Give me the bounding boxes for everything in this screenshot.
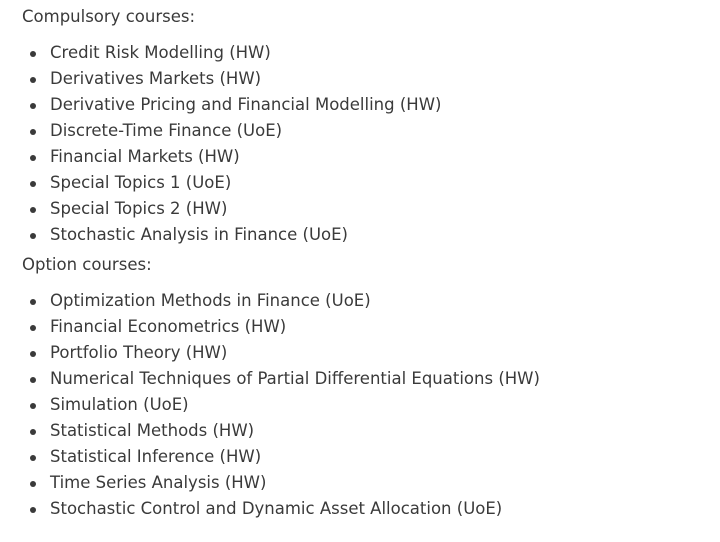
bullet-icon: [30, 351, 36, 357]
course-name: Derivative Pricing and Financial Modelling (HW): [50, 95, 442, 114]
course-name: Simulation (UoE): [50, 395, 189, 414]
list-item: [22, 496, 720, 522]
bullet-icon: [30, 429, 36, 435]
list-item: [22, 340, 720, 366]
course-name: Credit Risk Modelling (HW): [50, 43, 271, 62]
list-item: [22, 66, 720, 92]
option-section: [22, 252, 720, 522]
bullet-icon: [30, 181, 36, 187]
course-name: Discrete-Time Finance (UoE): [50, 121, 283, 140]
bullet-icon: [30, 299, 36, 305]
course-name: Derivatives Markets (HW): [50, 69, 262, 88]
option-heading: Option courses:: [22, 255, 152, 274]
bullet-icon: [30, 51, 36, 57]
course-name: Statistical Inference (HW): [50, 447, 262, 466]
bullet-icon: [30, 455, 36, 461]
bullet-icon: [30, 129, 36, 135]
course-name: Optimization Methods in Finance (UoE): [50, 291, 371, 310]
option-course-list: [22, 288, 720, 522]
list-item: [22, 366, 720, 392]
compulsory-section: [22, 4, 720, 248]
bullet-icon: [30, 403, 36, 409]
bullet-icon: [30, 207, 36, 213]
bullet-icon: [30, 481, 36, 487]
course-name: Numerical Techniques of Partial Differential Equations (HW): [50, 369, 540, 388]
course-name: Financial Markets (HW): [50, 147, 240, 166]
course-name: Special Topics 2 (HW): [50, 199, 228, 218]
bullet-icon: [30, 103, 36, 109]
bullet-icon: [30, 233, 36, 239]
list-item: [22, 118, 720, 144]
list-item: [22, 288, 720, 314]
list-item: [22, 470, 720, 496]
list-item: [22, 222, 720, 248]
list-item: [22, 40, 720, 66]
course-name: Portfolio Theory (HW): [50, 343, 228, 362]
list-item: [22, 144, 720, 170]
list-item: [22, 314, 720, 340]
course-name: Stochastic Control and Dynamic Asset Allocation (UoE): [50, 499, 503, 518]
bullet-icon: [30, 377, 36, 383]
list-item: [22, 92, 720, 118]
compulsory-heading: Compulsory courses:: [22, 7, 196, 26]
bullet-icon: [30, 155, 36, 161]
list-item: [22, 392, 720, 418]
course-content: [22, 0, 720, 522]
list-item: [22, 418, 720, 444]
bullet-icon: [30, 325, 36, 331]
course-name: Statistical Methods (HW): [50, 421, 255, 440]
bullet-icon: [30, 77, 36, 83]
list-item: [22, 170, 720, 196]
list-item: [22, 196, 720, 222]
course-name: Financial Econometrics (HW): [50, 317, 287, 336]
course-name: Special Topics 1 (UoE): [50, 173, 232, 192]
bullet-icon: [30, 507, 36, 513]
list-item: [22, 444, 720, 470]
compulsory-course-list: [22, 40, 720, 248]
course-name: Time Series Analysis (HW): [50, 473, 267, 492]
course-name: Stochastic Analysis in Finance (UoE): [50, 225, 348, 244]
